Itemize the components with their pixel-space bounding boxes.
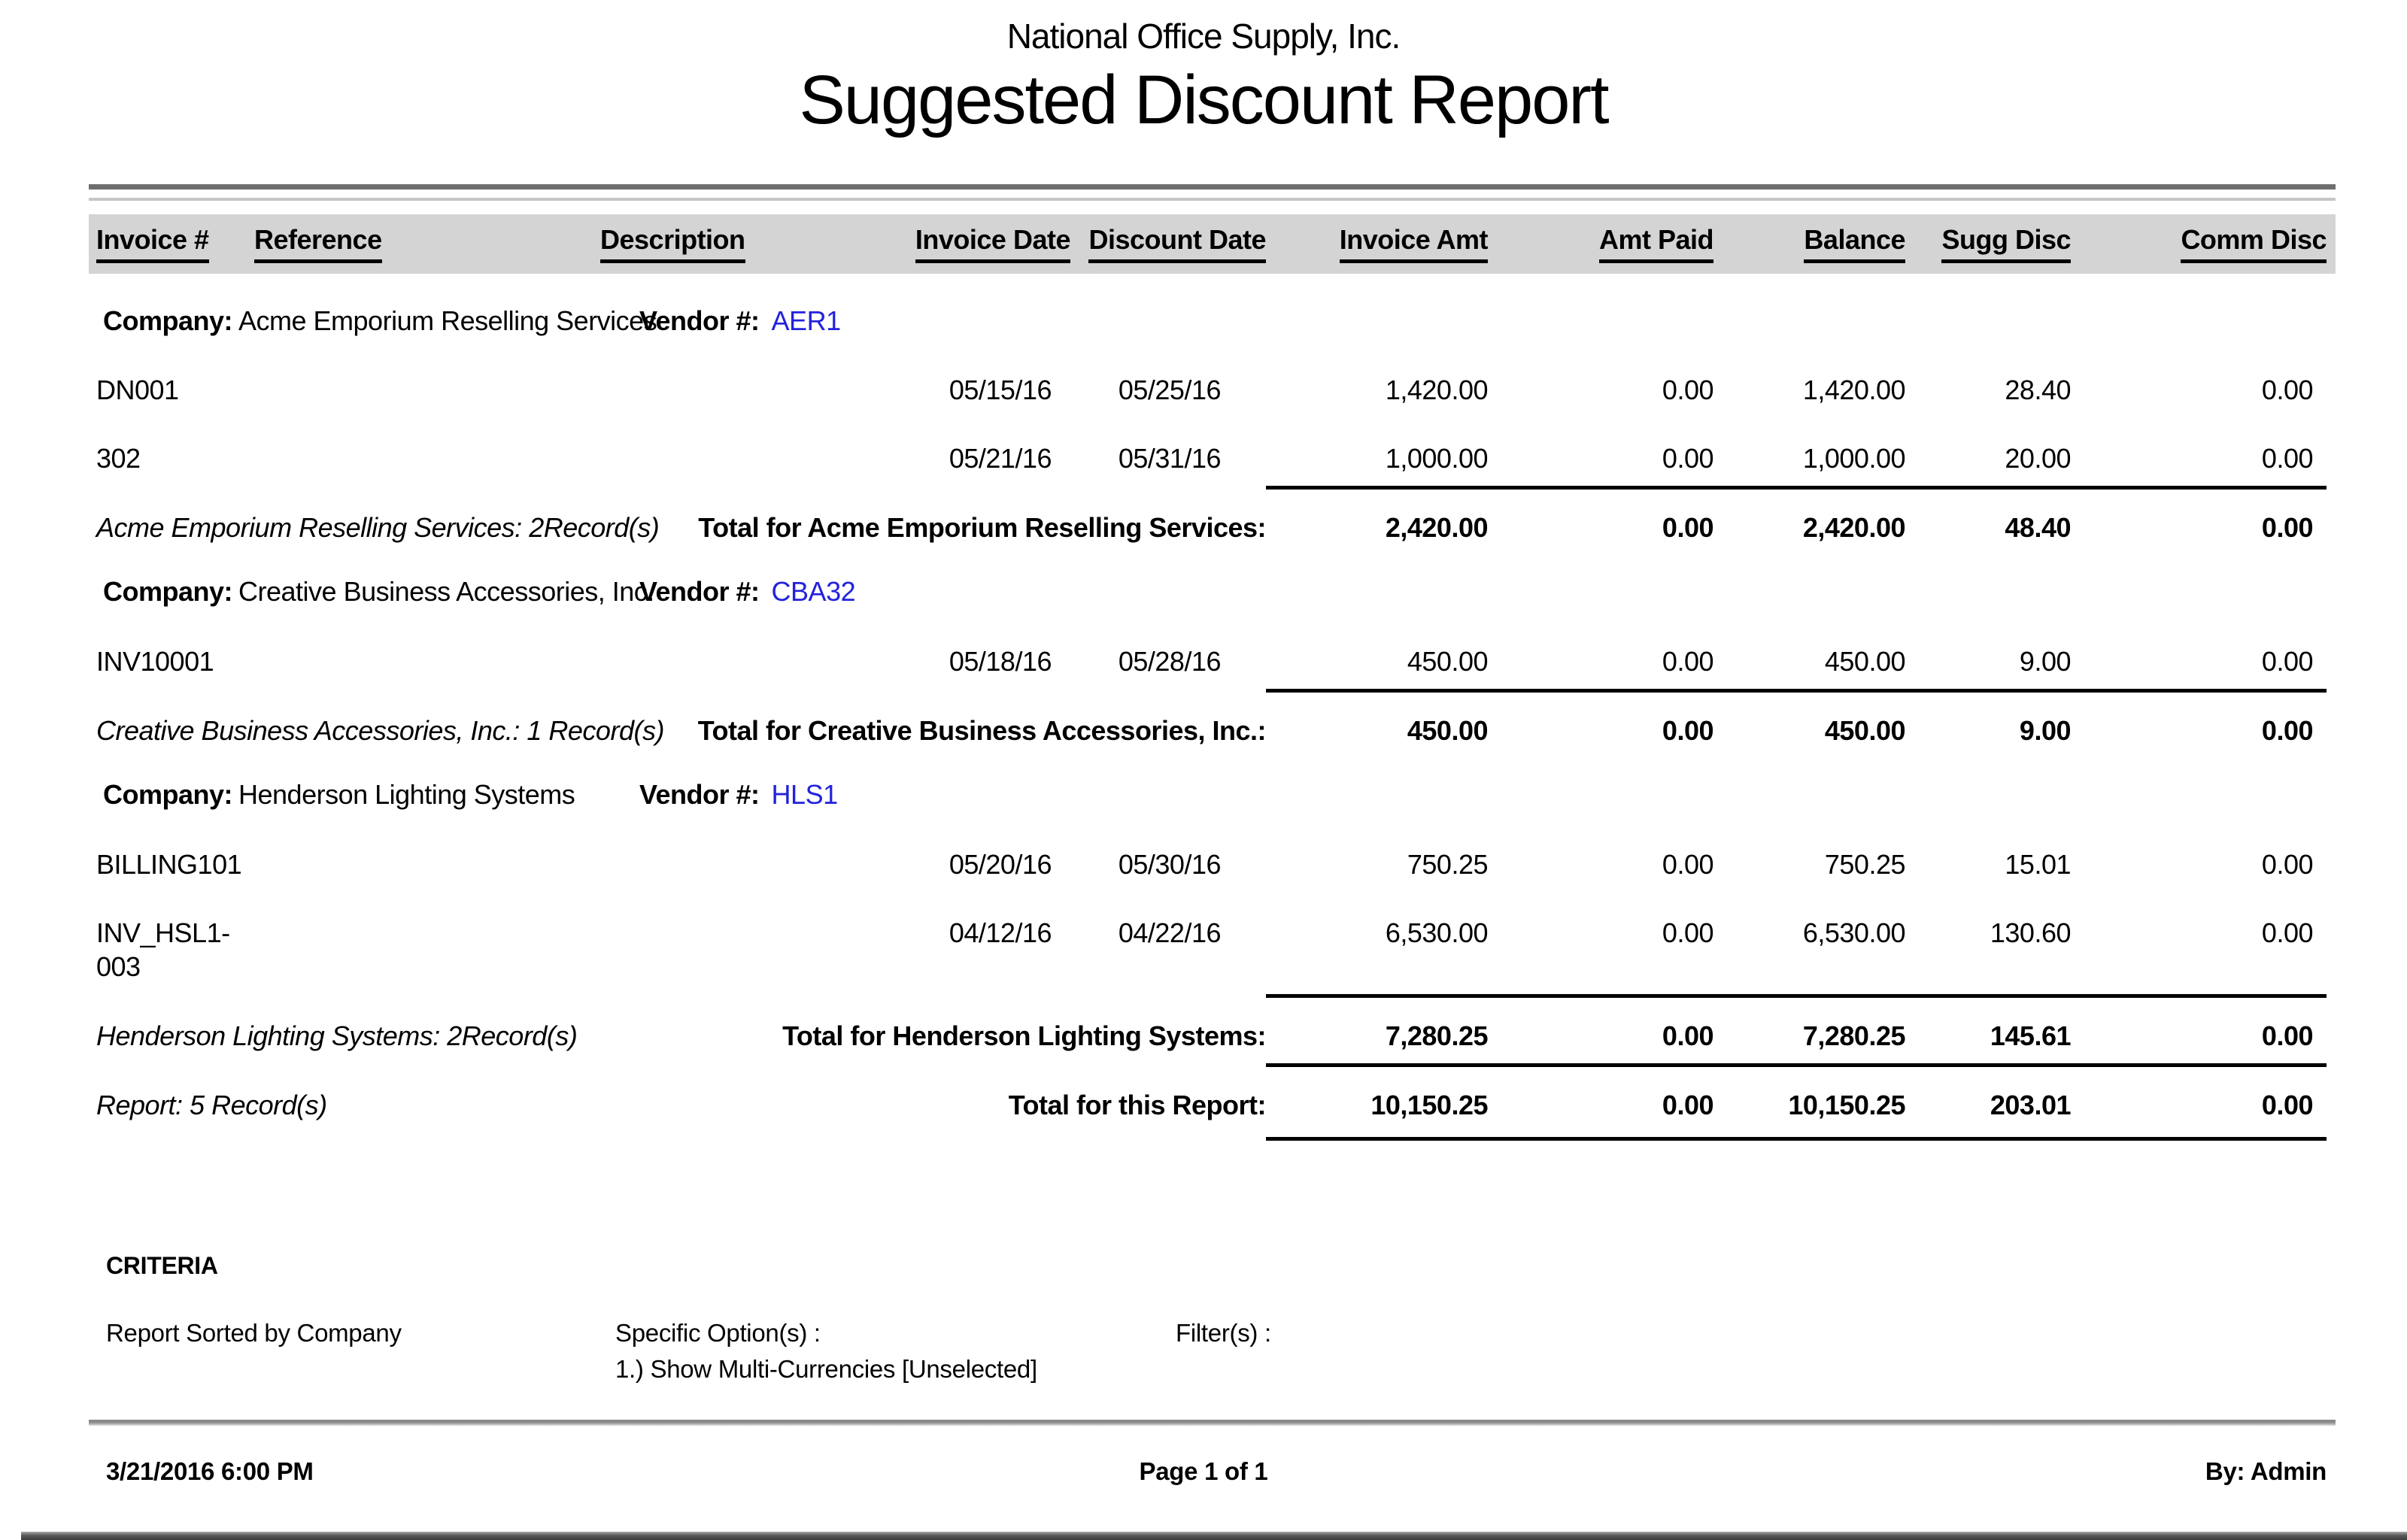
report-title: Suggested Discount Report	[799, 61, 1608, 138]
cell-balance: 450.00	[1824, 646, 1905, 678]
cell-invoice-date: 05/21/16	[949, 443, 1052, 474]
group-header-henderson	[89, 778, 2336, 813]
criteria-specific-options	[615, 1319, 1176, 1384]
column-header-invoice-date	[886, 224, 1070, 263]
group-total-label: Total for Henderson Lighting Systems:	[782, 1020, 1266, 1052]
column-header-balance	[1713, 224, 1905, 263]
vendor-number-link[interactable]: CBA32	[771, 576, 856, 608]
vendor-number-link[interactable]: HLS1	[771, 779, 838, 811]
cell-description	[593, 916, 886, 984]
group-total-label: Total for Creative Business Accessories, Inc.:	[697, 715, 1266, 747]
total-invoice-amt: 2,420.00	[1266, 486, 1488, 544]
cell-balance: 1,000.00	[1802, 443, 1905, 474]
cell-discount-date: 04/22/16	[1118, 917, 1221, 949]
cell-amt-paid: 0.00	[1662, 443, 1713, 474]
column-header-row	[89, 224, 2327, 263]
footer	[0, 1457, 2407, 1490]
column-header-label: Invoice Amt	[1340, 224, 1488, 263]
cell-reference	[247, 847, 593, 881]
cell-discount-date: 05/28/16	[1118, 646, 1221, 678]
column-header-description	[593, 224, 886, 263]
footer-page-number: Page 1 of 1	[1139, 1457, 1268, 1486]
cell-invoice-amt: 1,000.00	[1385, 443, 1488, 474]
invoice-row	[89, 916, 2327, 984]
total-amt-paid: 0.00	[1488, 1063, 1713, 1141]
column-header-amt-paid	[1488, 224, 1713, 263]
report-total-row	[89, 1063, 2327, 1141]
column-header-invoice-amt	[1266, 224, 1488, 263]
column-header-band	[89, 214, 2336, 274]
bottom-edge-bar	[21, 1532, 2407, 1540]
cell-amt-paid: 0.00	[1662, 374, 1713, 406]
total-amt-paid: 0.00	[1488, 689, 1713, 747]
column-header-label: Invoice Date	[915, 224, 1070, 263]
cell-invoice-num: INV_HSL1-003	[96, 917, 230, 983]
invoice-row	[89, 441, 2327, 475]
cell-comm-disc: 0.00	[2261, 374, 2313, 406]
cell-invoice-num: INV10001	[96, 646, 214, 678]
total-sugg-disc: 145.61	[1905, 994, 2071, 1053]
column-header-label: Discount Date	[1088, 224, 1266, 263]
cell-reference	[247, 373, 593, 407]
invoice-row	[89, 847, 2327, 881]
report-total-labels	[89, 1063, 1266, 1141]
column-header-label: Invoice #	[96, 224, 209, 263]
group-total-row-acme	[89, 486, 2327, 544]
column-header-label: Description	[600, 224, 745, 263]
cell-sugg-disc: 15.01	[2005, 849, 2071, 881]
company-name: Henderson Lighting Systems	[238, 779, 575, 811]
company-title: National Office Supply, Inc.	[1006, 17, 1401, 56]
cell-sugg-disc: 28.40	[2005, 374, 2071, 406]
group-total-labels	[89, 994, 1266, 1053]
cell-invoice-date: 05/15/16	[949, 374, 1052, 406]
cell-discount-date: 05/30/16	[1118, 849, 1221, 881]
criteria-columns	[106, 1319, 2336, 1384]
cell-reference	[247, 441, 593, 475]
cell-invoice-date: 04/12/16	[949, 917, 1052, 949]
specific-option-item: 1.) Show Multi-Currencies [Unselected]	[615, 1355, 1037, 1384]
company-label: Company:	[103, 576, 233, 608]
group-total-labels	[89, 486, 1266, 544]
footer-user: By: Admin	[2205, 1457, 2327, 1486]
vendor-label: Vendor #:	[639, 779, 760, 811]
group-header-acme	[89, 304, 2336, 339]
total-invoice-amt: 7,280.25	[1266, 994, 1488, 1053]
total-balance: 450.00	[1713, 689, 1905, 747]
cell-amt-paid: 0.00	[1662, 917, 1713, 949]
total-balance: 2,420.00	[1713, 486, 1905, 544]
column-header-label: Reference	[254, 224, 382, 263]
cell-invoice-amt: 6,530.00	[1385, 917, 1488, 949]
invoice-row	[89, 644, 2327, 678]
company-name: Creative Business Accessories, Inc.	[238, 576, 654, 608]
cell-invoice-amt: 1,420.00	[1385, 374, 1488, 406]
criteria-sorted-by: Report Sorted by Company	[106, 1319, 402, 1348]
cell-discount-date: 05/31/16	[1118, 443, 1221, 474]
total-comm-disc: 0.00	[2071, 689, 2327, 747]
cell-amt-paid: 0.00	[1662, 646, 1713, 678]
specific-options-label: Specific Option(s) :	[615, 1319, 821, 1348]
total-invoice-amt: 450.00	[1266, 689, 1488, 747]
vendor-block	[639, 304, 841, 339]
cell-balance: 750.25	[1824, 849, 1905, 881]
invoice-row	[89, 373, 2327, 407]
cell-description	[593, 441, 886, 475]
vendor-label: Vendor #:	[639, 305, 760, 336]
record-count-label: Creative Business Accessories, Inc.: 1 Record(s)	[96, 715, 664, 747]
cell-reference	[247, 916, 593, 984]
total-balance: 7,280.25	[1713, 994, 1905, 1053]
cell-description	[593, 644, 886, 678]
total-amt-paid: 0.00	[1488, 486, 1713, 544]
cell-sugg-disc: 20.00	[2005, 443, 2071, 474]
total-sugg-disc: 48.40	[1905, 486, 2071, 544]
report-total-label: Total for this Report:	[1008, 1090, 1266, 1121]
vendor-label: Vendor #:	[639, 576, 760, 608]
column-header-comm-disc	[2071, 224, 2327, 263]
column-header-label: Amt Paid	[1599, 224, 1713, 263]
report-body	[89, 184, 2336, 1384]
group-total-row-creative	[89, 689, 2327, 747]
cell-invoice-date: 05/20/16	[949, 849, 1052, 881]
group-header-creative	[89, 574, 2336, 610]
column-header-sugg-disc	[1905, 224, 2071, 263]
footer-separator	[89, 1420, 2336, 1426]
criteria-filters-label: Filter(s) :	[1176, 1319, 1271, 1348]
cell-comm-disc: 0.00	[2261, 443, 2313, 474]
company-label: Company:	[103, 305, 233, 336]
cell-comm-disc: 0.00	[2261, 917, 2313, 949]
criteria-heading: CRITERIA	[106, 1252, 218, 1280]
total-invoice-amt: 10,150.25	[1266, 1063, 1488, 1141]
vendor-block	[639, 574, 855, 610]
cell-comm-disc: 0.00	[2261, 646, 2313, 678]
column-header-reference	[247, 224, 593, 263]
cell-invoice-num: 302	[96, 443, 141, 474]
cell-balance: 1,420.00	[1802, 374, 1905, 406]
cell-description	[593, 373, 886, 407]
total-comm-disc: 0.00	[2071, 1063, 2327, 1141]
total-sugg-disc: 203.01	[1905, 1063, 2071, 1141]
cell-sugg-disc: 130.60	[1990, 917, 2071, 949]
vendor-number-link[interactable]: AER1	[771, 305, 841, 336]
cell-discount-date: 05/25/16	[1118, 374, 1221, 406]
vendor-block	[639, 778, 838, 813]
group-total-row-henderson	[89, 994, 2327, 1053]
top-rule-light	[89, 198, 2336, 201]
criteria-section	[89, 1252, 2336, 1384]
group-total-label: Total for Acme Emporium Reselling Services:	[698, 512, 1266, 544]
record-count-label: Report: 5 Record(s)	[96, 1090, 327, 1121]
total-balance: 10,150.25	[1713, 1063, 1905, 1141]
cell-reference	[247, 644, 593, 678]
group-total-labels	[89, 689, 1266, 747]
cell-comm-disc: 0.00	[2261, 849, 2313, 881]
cell-invoice-amt: 750.25	[1407, 849, 1488, 881]
company-name: Acme Emporium Reselling Services	[238, 305, 657, 336]
record-count-label: Henderson Lighting Systems: 2Record(s)	[96, 1020, 578, 1052]
company-label: Company:	[103, 779, 233, 811]
cell-amt-paid: 0.00	[1662, 849, 1713, 881]
total-amt-paid: 0.00	[1488, 994, 1713, 1053]
column-header-discount-date	[1070, 224, 1266, 263]
column-header-label: Balance	[1804, 224, 1905, 263]
cell-invoice-amt: 450.00	[1407, 646, 1488, 678]
footer-datetime: 3/21/2016 6:00 PM	[106, 1457, 314, 1486]
cell-description	[593, 847, 886, 881]
total-comm-disc: 0.00	[2071, 486, 2327, 544]
top-rule-dark	[89, 184, 2336, 189]
total-comm-disc: 0.00	[2071, 994, 2327, 1053]
total-sugg-disc: 9.00	[1905, 689, 2071, 747]
cell-invoice-date: 05/18/16	[949, 646, 1052, 678]
cell-invoice-num: BILLING101	[96, 849, 242, 881]
cell-sugg-disc: 9.00	[2019, 646, 2071, 678]
column-header-invoice-num	[89, 224, 247, 263]
column-header-label: Comm Disc	[2181, 224, 2327, 263]
column-header-label: Sugg Disc	[1941, 224, 2071, 263]
record-count-label: Acme Emporium Reselling Services: 2Record(s)	[96, 512, 660, 544]
cell-balance: 6,530.00	[1802, 917, 1905, 949]
cell-invoice-num: DN001	[96, 374, 179, 406]
